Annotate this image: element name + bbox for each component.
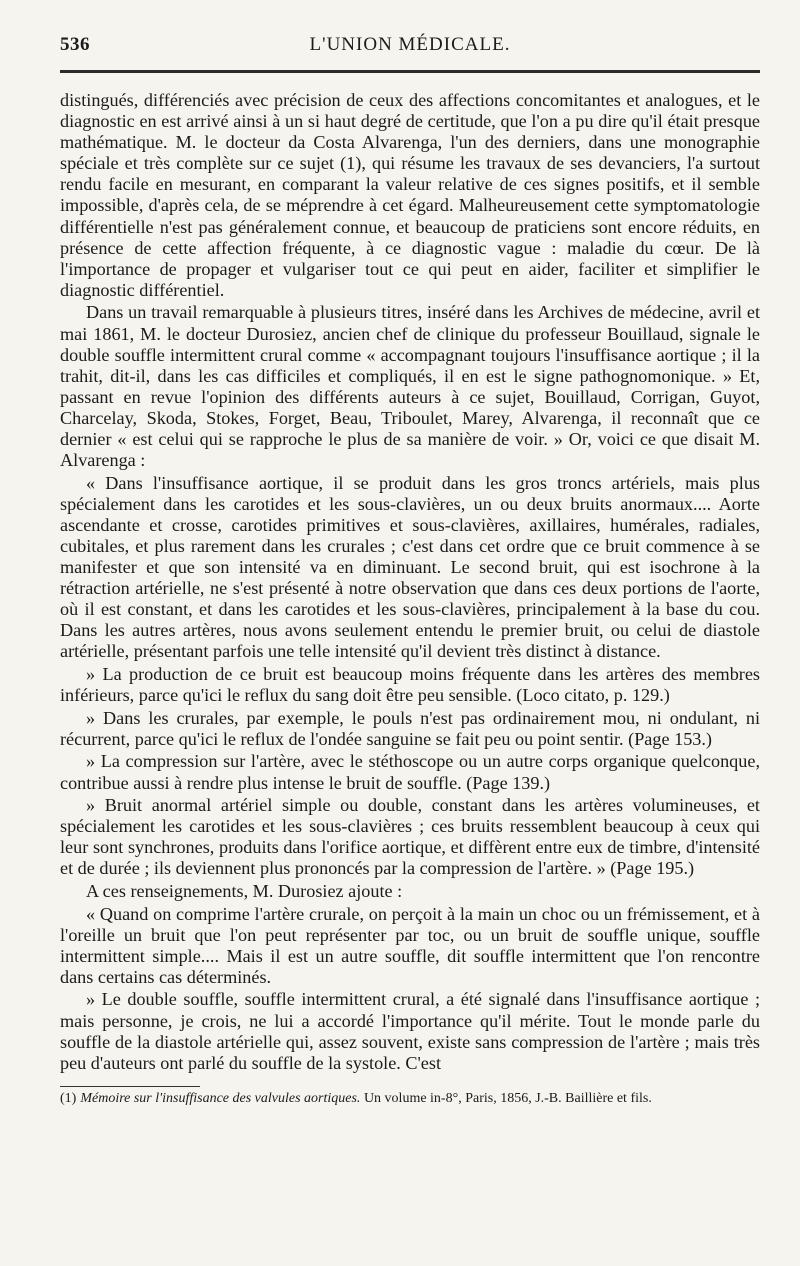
paragraph: « Quand on comprime l'artère crurale, on perçoit à la main un choc ou un frémissement, et à l'oreille un bruit que l'on peut représenter par toc, ou un bruit de souffle unique, souffle intermittent simple.... Mais il est un autre souffle, dit souffle intermittent que l'on rencontre dans certains cas déterminés.: [60, 903, 760, 987]
paragraph: » Le double souffle, souffle intermittent crural, a été signalé dans l'insuffisance aortique ; mais personne, je crois, ne lui a accordé l'importance qu'il mérite. Tout le monde parle du souffle de la diastole artérielle qui, assez souvent, existe sans compression de l'artère ; mais très peu d'auteurs ont parlé du souffle de la systole. C'est: [60, 989, 760, 1073]
paragraph: A ces renseignements, M. Durosiez ajoute :: [86, 880, 403, 901]
paragraph: distingués, différenciés avec précision de ceux des affections concomitantes et analogues, et le diagnostic en est arrivé ainsi à un si haut degré de certitude, que l'on a pu dire qu'il était presque mathématique. M. le docteur da Costa Alvarenga, l'un des derniers, dans une monographie spéciale et très complète sur ce sujet (1), qui résume les travaux de ses devanciers, l'a surtout rendu facile en mesurant, en comparant la valeur relative de ces signes positifs, et il semble impossible, d'après cela, de se méprendre à cet égard. Malheureusement cette symptomatologie différentielle n'est pas généralement connue, et beaucoup de praticiens sont encore réduits, en présence de cette affection fréquente, à ce diagnostic vague : maladie du cœur. De là l'importance de propager et vulgariser tout ce qui peut en aider, faciliter et simplifier le diagnostic différentiel.: [60, 90, 760, 300]
running-title: L'UNION MÉDICALE.: [309, 34, 511, 55]
footnote-publication: Un volume in-8°, Paris, 1856, J.-B. Baillière et fils.: [363, 1090, 652, 1106]
page-number: 536: [60, 34, 90, 55]
header-rule: [60, 70, 760, 73]
body-text: [60, 90, 760, 1074]
paragraph: » Bruit anormal artériel simple ou double, constant dans les artères volumineuses, et spécialement les carotides et les sous-clavières ; ces bruits ressemblent beaucoup à ceux qui leur sont synchrones, produits dans l'orifice aortique, et diffèrent entre eux de timbre, d'intensité et de durée ; ils deviennent plus prononcés par la compression de l'artère. » (Page 195.): [60, 795, 760, 879]
paragraph: » La production de ce bruit est beaucoup moins fréquente dans les artères des membres inférieurs, parce qu'ici le reflux du sang doit être peu sensible. (Loco citato, p. 129.): [60, 664, 760, 706]
paragraph: Dans un travail remarquable à plusieurs titres, inséré dans les Archives de médecine, avril et mai 1861, M. le docteur Durosiez, ancien chef de clinique du professeur Bouillaud, signale le double souffle intermittent crural comme « accompagnant toujours l'insuffisance aortique ; il la trahit, dit-il, dans les cas difficiles et compliqués, il en est le signe pathognomonique. » Et, passant en revue l'opinion des différents auteurs à ce sujet, Bouillaud, Corrigan, Guyot, Charcelay, Skoda, Stokes, Forget, Beau, Triboulet, Marey, Alvarenga, il reconnaît que ce dernier « est celui qui se rapproche le plus de sa manière de voir. » Or, voici ce que disait M. Alvarenga :: [60, 302, 760, 471]
footnote-marker: (1): [60, 1090, 77, 1106]
footnote-rule: [60, 1086, 200, 1087]
paragraph: » Dans les crurales, par exemple, le pouls n'est pas ordinairement mou, ni ondulant, ni récurrent, parce qu'ici le reflux de l'ondée sanguine se fait peu ou point sentir. (Page 153.): [60, 707, 760, 749]
page-header: [60, 0, 760, 72]
paragraph: » La compression sur l'artère, avec le stéthoscope ou un autre corps organique quelconque, contribue aussi à rendre plus intense le bruit de souffle. (Page 139.): [60, 751, 760, 793]
paragraph: « Dans l'insuffisance aortique, il se produit dans les gros troncs artériels, mais plus spécialement dans les carotides et les sous-clavières, un ou deux bruits anormaux.... Aorte ascendante et crosse, carotides primitives et sous-clavières, axillaires, humérales, radiales, cubitales, et plus rarement dans les crurales ; c'est dans cet ordre que ce bruit commence à se manifester et que son intensité va en diminuant. Le second bruit, qui est isochrone à la rétraction artérielle, ne s'est présenté à notre observation que dans ces deux portions de l'aorte, où il est constant, et dans les carotides et les sous-clavières, principalement à la base du cou. Dans les autres artères, nous avons seulement entendu le premier bruit, ou celui de diastole artérielle, présentant parfois une telle intensité qu'il devient très distinct à distance.: [60, 472, 760, 662]
footnote: [60, 1091, 760, 1107]
footnote-title: Mémoire sur l'insuffisance des valvules aortiques.: [80, 1090, 361, 1106]
